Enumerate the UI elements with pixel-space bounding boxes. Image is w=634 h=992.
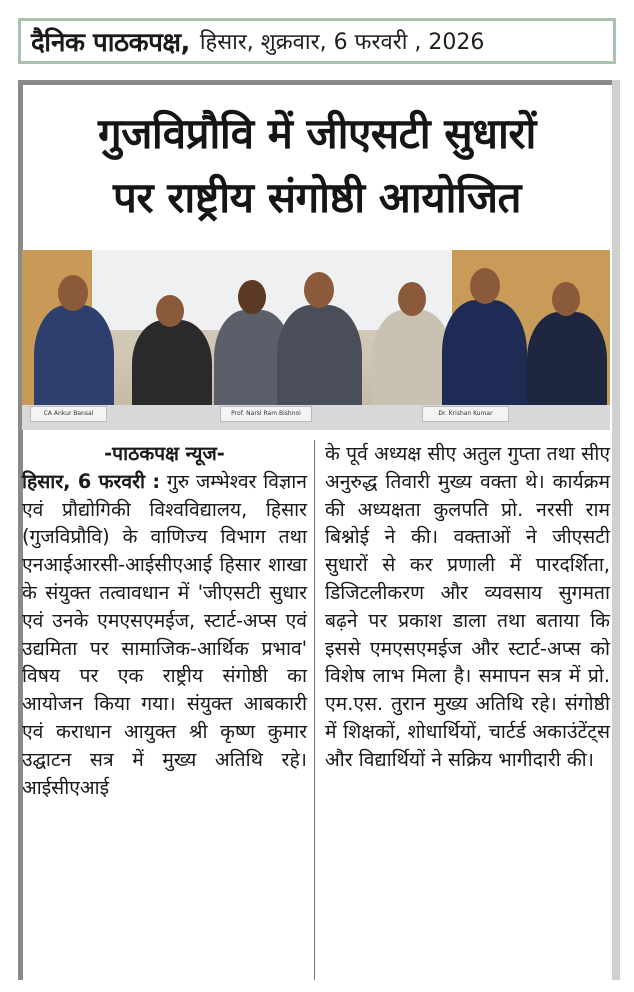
headline-line-2: पर राष्ट्रीय संगोष्ठी आयोजित xyxy=(113,173,521,222)
headline-line-1: गुजविप्रौवि में जीएसटी सुधारों xyxy=(98,109,536,158)
event-photo xyxy=(22,250,610,430)
headline xyxy=(22,102,612,230)
paper-name: दैनिक पाठकपक्ष, xyxy=(31,28,190,58)
article-column-1 xyxy=(22,440,307,980)
masthead xyxy=(18,18,616,64)
article-text-col1: गुरु जम्भेश्वर विज्ञान एवं प्रौद्योगिकी विश्वविद्यालय, हिसार (गुजविप्रौवि) के वाणिज्य विभाग तथा एनआईआरसी-आईसीएआई हिसार शाखा के संयुक्त तत्वावधान में 'जीएसटी सुधार एवं उनके एमएसएमईज, स्टार्ट-अप्स एवं उद्यमिता पर सामाजिक-आर्थिक प्रभाव' विषय पर एक राष्ट्रीय संगोष्ठी का आयोजन किया गया। संयुक्त आबकारी एवं कराधान आयुक्त श्री कृष्ण कुमार उद्घाटन सत्र में मुख्य अतिथि रहे। आईसीएआई xyxy=(22,469,307,799)
article-byline: -पाठकपक्ष न्यूज- xyxy=(104,442,225,465)
article-column-2 xyxy=(325,440,610,980)
nameplate-2: Prof. Narsi Ram Bishnoi xyxy=(220,406,312,422)
column-divider xyxy=(314,440,315,980)
nameplate-3: Dr. Krishan Kumar xyxy=(422,406,509,422)
frame-shadow xyxy=(612,80,620,980)
article-text-col2: के पूर्व अध्यक्ष सीए अतुल गुप्ता तथा सीए अनुरुद्ध तिवारी मुख्य वक्ता थे। कार्यक्रम की अध्यक्षता कुलपति प्रो. नरसी राम बिश्नोई ने की। वक्ताओं ने जीएसटी सुधारों से कर प्रणाली में पारदर्शिता, डिजिटलीकरण और व्यवसाय सुगमता बढ़ने पर प्रकाश डाला तथा बताया कि इससे एमएसएमईज और स्टार्ट-अप्स को विशेष लाभ मिला है। समापन सत्र में प्रो. एम.एस. तुरान मुख्य अतिथि रहे। संगोष्ठी में शिक्षकों, शोधार्थियों, चार्टर्ड अकाउंटेंट्स और विद्यार्थियों ने सक्रिय भागीदारी की। xyxy=(325,442,610,771)
article-dateline: हिसार, 6 फरवरी : xyxy=(22,469,161,493)
masthead-dateline: हिसार, शुक्रवार, 6 फरवरी , 2026 xyxy=(199,30,485,55)
nameplate-1: CA Ankur Bansal xyxy=(30,406,107,422)
